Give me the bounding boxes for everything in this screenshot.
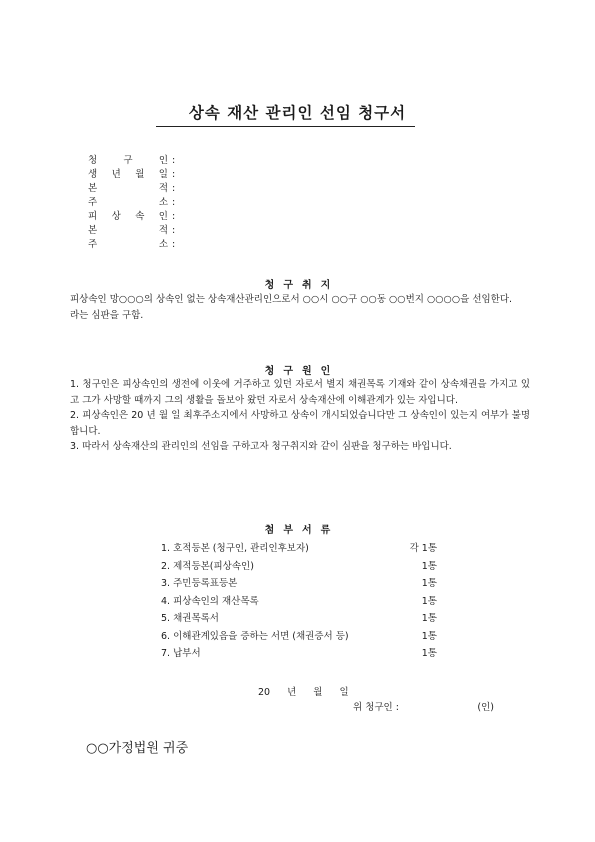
field-colon: : — [172, 155, 176, 166]
attachment-qty: 1통 — [421, 630, 437, 642]
title-underline — [156, 126, 415, 127]
field-colon: : — [172, 225, 176, 236]
field-label: 본 적 — [88, 183, 168, 194]
cause-paragraph: 3. 따라서 상속재산의 관리인의 선임을 구하고자 청구취지와 같이 심판을 청구하는 바입니다. — [70, 441, 452, 452]
party-fields — [88, 154, 175, 252]
filing-date: 20 년 월 일 — [258, 687, 349, 698]
attachments-list — [161, 540, 437, 663]
attachment-qty: 1통 — [421, 648, 437, 659]
purpose-line: 라는 심판을 구함. — [70, 309, 144, 321]
field-label: 피 상 속 인 — [88, 211, 168, 222]
court-addressee: ○○가정법원 귀중 — [86, 741, 189, 756]
field-row-decedent-registry — [88, 224, 175, 238]
field-label: 주 소 — [88, 197, 168, 208]
cause-paragraph: 2. 피상속인은 20 년 월 일 최후주소지에서 사망하고 상속이 개시되었습니다만 그 상속인이 있는지 여부가 불명합니다. — [70, 410, 530, 437]
field-label: 생 년 월 일 — [88, 169, 168, 180]
cause-heading: 청구원인 — [264, 366, 340, 377]
attachment-name: 6. 이해관계있음을 증하는 서면 (채권증서 등) — [161, 630, 349, 642]
field-colon: : — [172, 183, 176, 194]
cause-paragraph: 1. 청구인은 피상속인의 생전에 이웃에 거주하고 있던 자로서 별지 채권목록 기재와 같이 상속채권을 가지고 있고 그가 사망할 때까지 그의 생활을 돌보아 왔던 자로서 상속재산에 이해관계가 있는 자입니다. — [70, 379, 530, 406]
list-item — [161, 540, 437, 558]
purpose-heading: 청구취지 — [264, 280, 340, 291]
attachment-name: 1. 호적등본 (청구인, 관리인후보자) — [161, 543, 309, 554]
field-row-decedent — [88, 210, 175, 224]
list-item — [161, 628, 437, 646]
attachments-heading: 첨부서류 — [264, 525, 340, 536]
field-label: 주 소 — [88, 239, 168, 250]
field-colon: : — [172, 239, 176, 250]
field-colon: : — [172, 211, 176, 222]
attachment-qty: 1통 — [421, 613, 437, 624]
list-item — [161, 558, 437, 576]
purpose-line: 피상속인 망○○○의 상속인 없는 상속재산관리인으로서 ○○시 ○○구 ○○동 ○○번지 ○○○○을 선임한다. — [70, 294, 513, 305]
attachment-name: 4. 피상속인의 재산목록 — [161, 595, 259, 607]
field-label: 본 적 — [88, 225, 168, 236]
field-colon: : — [172, 197, 176, 208]
list-item — [161, 593, 437, 611]
cause-text — [70, 377, 530, 455]
list-item — [161, 575, 437, 593]
seal-mark: (인) — [477, 702, 494, 713]
field-colon: : — [172, 169, 176, 180]
claimant-label: 위 청구인 : — [353, 702, 399, 713]
attachment-qty: 1통 — [421, 578, 437, 589]
attachment-qty: 1통 — [421, 595, 437, 607]
claimant-signature-line — [353, 699, 494, 713]
attachment-name: 5. 채권목록서 — [161, 613, 219, 624]
field-label: 청 구 인 — [88, 155, 168, 166]
attachment-name: 3. 주민등록표등본 — [161, 578, 238, 589]
field-row-birthdate — [88, 168, 175, 182]
list-item — [161, 645, 437, 663]
attachment-qty: 1통 — [421, 560, 437, 572]
attachment-name: 7. 납부서 — [161, 648, 201, 659]
attachment-name: 2. 제적등본(피상속인) — [161, 560, 254, 572]
purpose-text — [70, 292, 530, 323]
list-item — [161, 610, 437, 628]
field-row-claimant — [88, 154, 175, 168]
field-row-decedent-address — [88, 238, 175, 252]
attachment-qty: 각 1통 — [409, 543, 437, 554]
field-row-registry — [88, 182, 175, 196]
document-title: 상속 재산 관리인 선임 청구서 — [188, 104, 407, 122]
field-row-address — [88, 196, 175, 210]
